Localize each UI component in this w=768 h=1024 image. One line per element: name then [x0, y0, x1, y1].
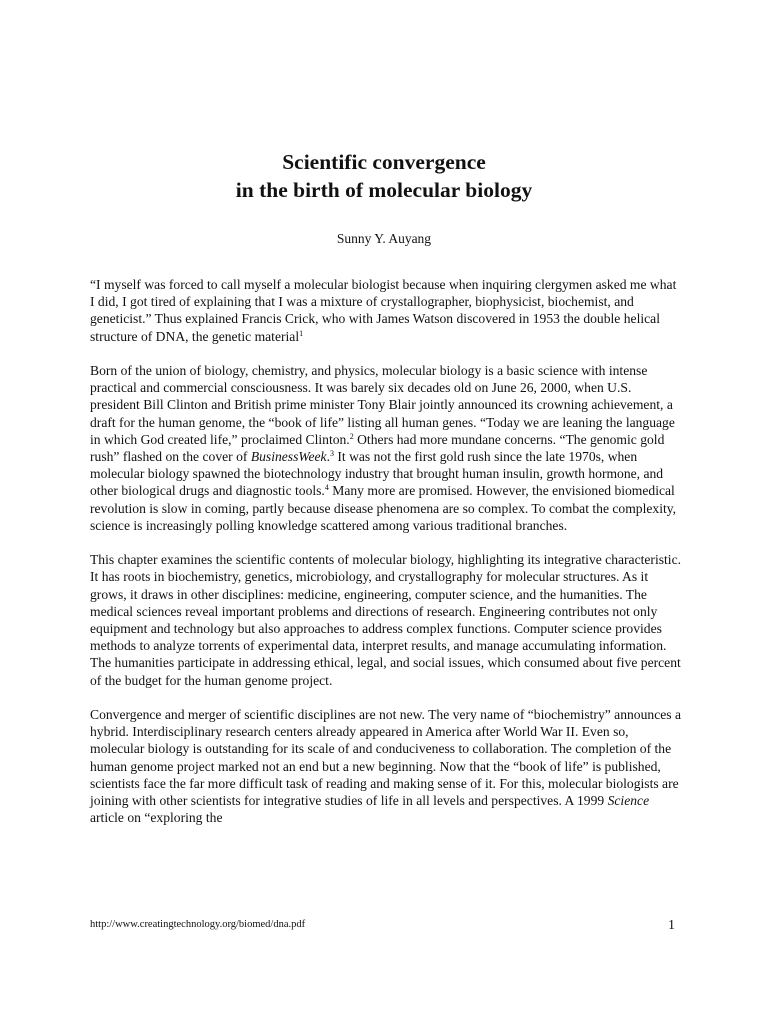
paragraph-2 — [90, 362, 682, 534]
footer-url: http://www.creatingtechnology.org/biomed/dna.pdf — [90, 919, 306, 930]
businessweek-title: BusinessWeek — [250, 449, 327, 465]
paragraph-2-text-a: Born of the union of biology, chemistry, and physics, molecular biology is a basic science with intense practical and commercial consciousness. It was barely six decades old on June 26, 2000, when U.S. president Bill Clinton and British prime minister Tony Blair jointly announced its crowning achievement, a draft for the human genome, the “book of life” listing all human genes. “Today we are leaning the language in which God created life,” proclaimed Clinton. — [90, 363, 675, 447]
paragraph-1 — [90, 276, 682, 345]
paragraph-2-text-c: . — [326, 449, 330, 465]
paragraph-4-text-b: article on “exploring the — [90, 810, 223, 826]
footnote-ref-4: 4 — [324, 483, 329, 493]
footnote-ref-2: 2 — [349, 431, 354, 441]
paragraph-2-text-d: It was not the first gold rush since the late 1970s, when molecular biology spawned the biotechnology industry that brought human insulin, growth hormone, and other biological drugs and diagnostic tools. — [90, 449, 664, 499]
science-journal-title: Science — [607, 793, 650, 809]
paragraph-4 — [90, 706, 682, 826]
paragraph-4-text-a: Convergence and merger of scientific disciplines are not new. The very name of “biochemistry” announces a hybrid. Interdisciplinary research centers already appeared in America after World War II. Even so, molecular biology is outstanding for its scale of and conduciveness to collaboration. The completion of the human genome project marked not an end but a new beginning. Now that the “book of life” is published, scientists face the far more difficult task of reading and making sense of it. For this, molecular biologists are joining with other scientists for integrative studies of life in all levels and perspectives. A 1999 — [90, 707, 681, 809]
title-line-1: Scientific convergence — [282, 150, 486, 174]
paragraph-3: This chapter examines the scientific contents of molecular biology, highlighting its integrative characteristic. It has roots in biochemistry, genetics, microbiology, and crystallography for molecular structures. As it grows, it draws in other disciplines: medicine, engineering, computer science, and the humanities. The medical sciences reveal important problems and directions of research. Engineering contributes not only equipment and technology but also approaches to address complex functions. Computer science provides methods to analyze torrents of experimental data, interpret results, and manage accumulating information. The humanities participate in addressing ethical, legal, and social issues, which consumed about five percent of the budget for the human genome project. — [90, 552, 682, 688]
document-title — [0, 148, 768, 204]
paragraph-2-text-e: Many more are promised. However, the envisioned biomedical revolution is slow in coming, partly because disease phenomena are so complex. To combat the complexity, science is increasingly polling knowledge scattered among various traditional branches. — [90, 483, 677, 533]
title-line-2: in the birth of molecular biology — [235, 178, 533, 202]
paragraph-2-text-b: Others had more mundane concerns. “The genomic gold rush” flashed on the cover of — [90, 431, 665, 465]
page-number: 1 — [668, 918, 675, 933]
author-name: Sunny Y. Auyang — [336, 231, 432, 246]
footnote-ref-3: 3 — [329, 449, 334, 459]
document-body — [90, 276, 682, 844]
footnote-ref-1: 1 — [299, 328, 304, 338]
paragraph-1-text: “I myself was forced to call myself a molecular biologist because when inquiring clergymen asked me what I did, I got tired of explaining that I was a mixture of crystallographer, biophysicist, biochemist, and geneticist.” Thus explained Francis Crick, who with James Watson discovered in 1953 the double helical structure of DNA, the genetic material — [90, 277, 677, 344]
